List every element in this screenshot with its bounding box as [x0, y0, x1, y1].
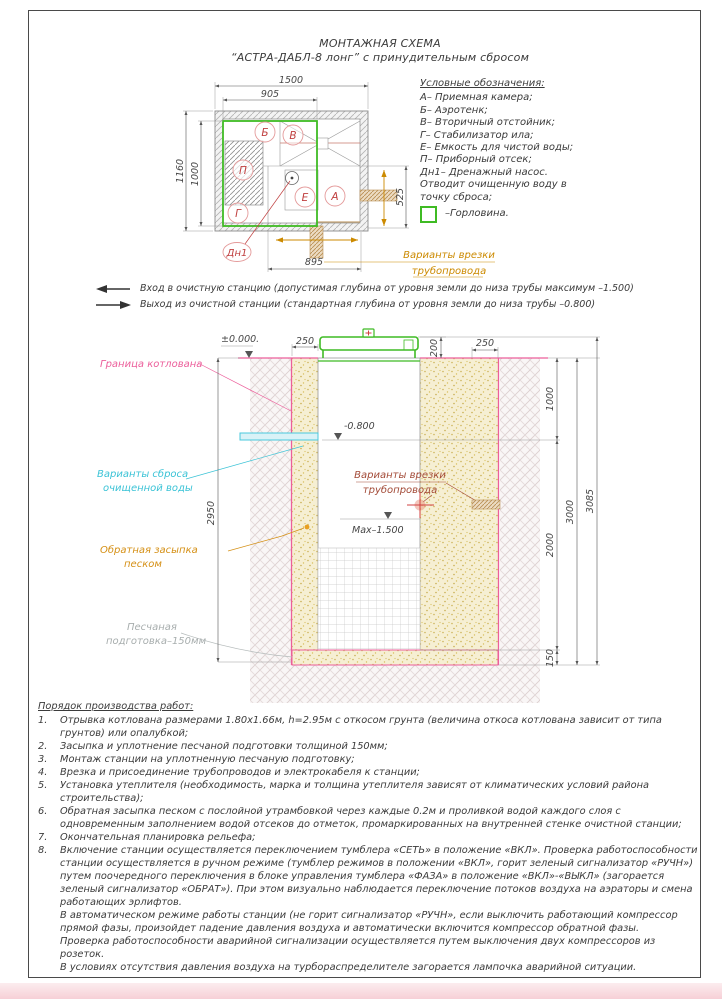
- inlet-arrow-icon: [96, 284, 132, 294]
- soil-hatch-right: [500, 358, 540, 703]
- plan-dim-1500: 1500: [278, 75, 304, 86]
- plan-compartment-label-P: [233, 160, 253, 180]
- plan-dim-525: 525: [395, 187, 406, 207]
- note-item: Проверка работоспособности аварийной сигнализации осуществляется путем выключения двух компрессоров из розеток.: [60, 936, 656, 960]
- note-item: 3. Монтаж станции на уплотненную песчаную подготовку;: [38, 754, 355, 765]
- soil-hatch-left: [250, 358, 291, 703]
- svg-text:П: П: [239, 165, 247, 177]
- neck-symbol-icon: [420, 206, 437, 223]
- svg-text:Граница котлована: Граница котлована: [100, 359, 203, 370]
- svg-text:В: В: [289, 130, 297, 142]
- inlet-note-text: Вход в очистную станцию (допустимая глубина от уровня земли до низа трубы максимум –1.500): [140, 283, 634, 294]
- sand-bed: [292, 650, 498, 665]
- note-item: 2. Засыпка и уплотнение песчаной подготовки толщиной 150мм;: [38, 741, 388, 752]
- plan-center-box: [317, 138, 328, 149]
- dim-3000: 3000: [565, 499, 576, 525]
- svg-text:трубопровода: трубопровода: [362, 485, 438, 496]
- dim-2950: 2950: [206, 500, 217, 526]
- svg-text:подготовка–150мм: подготовка–150мм: [106, 636, 207, 647]
- legend: [420, 78, 665, 223]
- dim-3085: 3085: [585, 488, 596, 514]
- scan-artifact-band: [0, 983, 722, 999]
- svg-text:Г: Г: [235, 208, 241, 220]
- dim-1000: 1000: [545, 386, 556, 412]
- svg-text:-0.800: -0.800: [344, 421, 375, 432]
- svg-text:А: А: [331, 191, 339, 203]
- note-item: 5. Установка утеплителя (необходимость, марка и толщина утеплителя зависят от климатических условий района строительства);: [38, 780, 650, 804]
- section-view-drawing: [28, 325, 678, 709]
- plan-pump-symbol: [286, 172, 299, 185]
- note-item: 6. Обратная засыпка песком с послойной утрамбовкой через каждые 0.2м и проливкой водой каждого слоя с одновременным заполнением водой отсеков до отметок, промаркированных на внутренней стенке очистной станции;: [38, 806, 682, 830]
- plan-dim-905: 905: [260, 89, 280, 100]
- plan-tap-label-1: Варианты врезки: [403, 250, 495, 261]
- legend-item: Отводит очищенную воду в: [420, 179, 567, 191]
- dim-250-right: 250: [475, 338, 495, 349]
- title-line2: “АСТРА-ДАБЛ-8 лонг” с принудительным сбросом: [230, 51, 530, 64]
- note-item: 1. Отрывка котлована размерами 1.80х1.66м, h=2.95м с откосом грунта (величина откоса котлована зависит от типа грунтов) или опалубкой;: [38, 715, 662, 739]
- legend-item: В– Вторичный отстойник;: [420, 117, 556, 129]
- svg-text:Песчаная: Песчаная: [127, 622, 177, 633]
- discharge-pipe: [240, 433, 318, 440]
- svg-text:песком: песком: [124, 559, 162, 570]
- work-order-notes: [38, 700, 698, 974]
- plan-compartment-label-E: [295, 187, 315, 207]
- outlet-note: [96, 299, 706, 311]
- note-item: В условиях отсутствия давления воздуха на турбораспределителе загорается лампочка аварийной ситуации.: [60, 962, 637, 973]
- pipe-stub-right-wall: [472, 500, 500, 509]
- plan-tap-label-2: трубопровода: [411, 266, 487, 277]
- svg-text:Дн1: Дн1: [226, 248, 248, 259]
- legend-item: П– Приборный отсек;: [420, 154, 532, 166]
- grid-zone: [318, 548, 420, 650]
- plan-compartment-label-V: [283, 125, 303, 145]
- dim-250-left: 250: [295, 336, 315, 347]
- plan-compartment-label-A: [325, 186, 345, 206]
- plan-compartment-label-B: [255, 122, 275, 142]
- svg-text:Варианты сброса: Варианты сброса: [97, 469, 189, 480]
- legend-item: Б– Аэротенк;: [420, 104, 488, 116]
- svg-text:очищенной воды: очищенной воды: [103, 483, 193, 494]
- note-item: В автоматическом режиме работы станции (не горит сигнализатор «РУЧН», если выключить работающий компрессор прямой фазы, произойдет падение давления воздуха и автоматически включится компрессор обратной фазы.: [60, 910, 678, 934]
- note-item: 7. Окончательная планировка рельефа;: [38, 832, 256, 843]
- notes-heading: Порядок производства работ:: [38, 701, 194, 712]
- dim-2000: 2000: [545, 532, 556, 558]
- legend-item: Г– Стабилизатор ила;: [420, 129, 534, 141]
- svg-text:Е: Е: [301, 192, 309, 204]
- legend-item: А– Приемная камера;: [420, 92, 533, 104]
- svg-text:Б: Б: [261, 127, 269, 139]
- level-zero: [221, 334, 259, 358]
- svg-text:Мах–1.500: Мах–1.500: [352, 525, 404, 536]
- legend-neck-label: –Горловина.: [445, 208, 509, 220]
- legend-item: Е– Емкость для чистой воды;: [420, 142, 574, 154]
- soil-hatch-bottom: [291, 665, 500, 703]
- note-item: 4. Врезка и присоединение трубопроводов и электрокабеля к станции;: [38, 767, 420, 778]
- svg-text:Обратная засыпка: Обратная засыпка: [100, 545, 198, 556]
- legend-item: Дн1– Дренажный насос.: [420, 166, 548, 178]
- outlet-arrow-icon: [96, 300, 132, 310]
- io-notes: [96, 283, 706, 315]
- plan-dim-1160: 1160: [175, 158, 186, 184]
- title-line1: МОНТАЖНАЯ СХЕМА: [319, 37, 441, 50]
- outlet-note-text: Выход из очистной станции (стандартная глубина от уровня земли до низа трубы –0.800): [140, 299, 596, 310]
- svg-text:Варианты врезки: Варианты врезки: [354, 470, 446, 481]
- plan-dim-895: 895: [304, 257, 324, 268]
- svg-text:±0.000.: ±0.000.: [221, 334, 260, 345]
- dim-150: 150: [545, 648, 556, 668]
- dim-200: 200: [429, 338, 440, 358]
- legend-neck-item: [420, 206, 665, 223]
- note-item: 8. Включение станции осуществляется переключением тумблера «СЕТЬ» в положение «ВКЛ». Проверка работоспособности станции осуществляется в ручном режиме (тумблер режимов в положении «ВКЛ», горит зеленый сигнализатор «РУЧН») путем поочередного переключения в блоке управления тумблера «ФАЗА» в положение «ВКЛ»-«ВЫКЛ» (загорается зеленый сигнализатор «ОБРАТ»). При этом визуально наблюдается переключение потоков воздуха на аэраторы и смена работающих эрлифтов.: [38, 845, 698, 908]
- legend-heading: Условные обозначения:: [420, 78, 545, 89]
- drawing-title: [170, 37, 590, 65]
- plan-dim-1000: 1000: [190, 161, 201, 187]
- plan-pipe-stub-bottom: [310, 226, 323, 258]
- sand-backfill-left: [292, 358, 318, 650]
- plan-compartment-label-G: [228, 203, 248, 223]
- legend-item: точку сброса;: [420, 191, 493, 203]
- plan-pipe-stub-right: [360, 190, 397, 201]
- inlet-note: [96, 283, 706, 295]
